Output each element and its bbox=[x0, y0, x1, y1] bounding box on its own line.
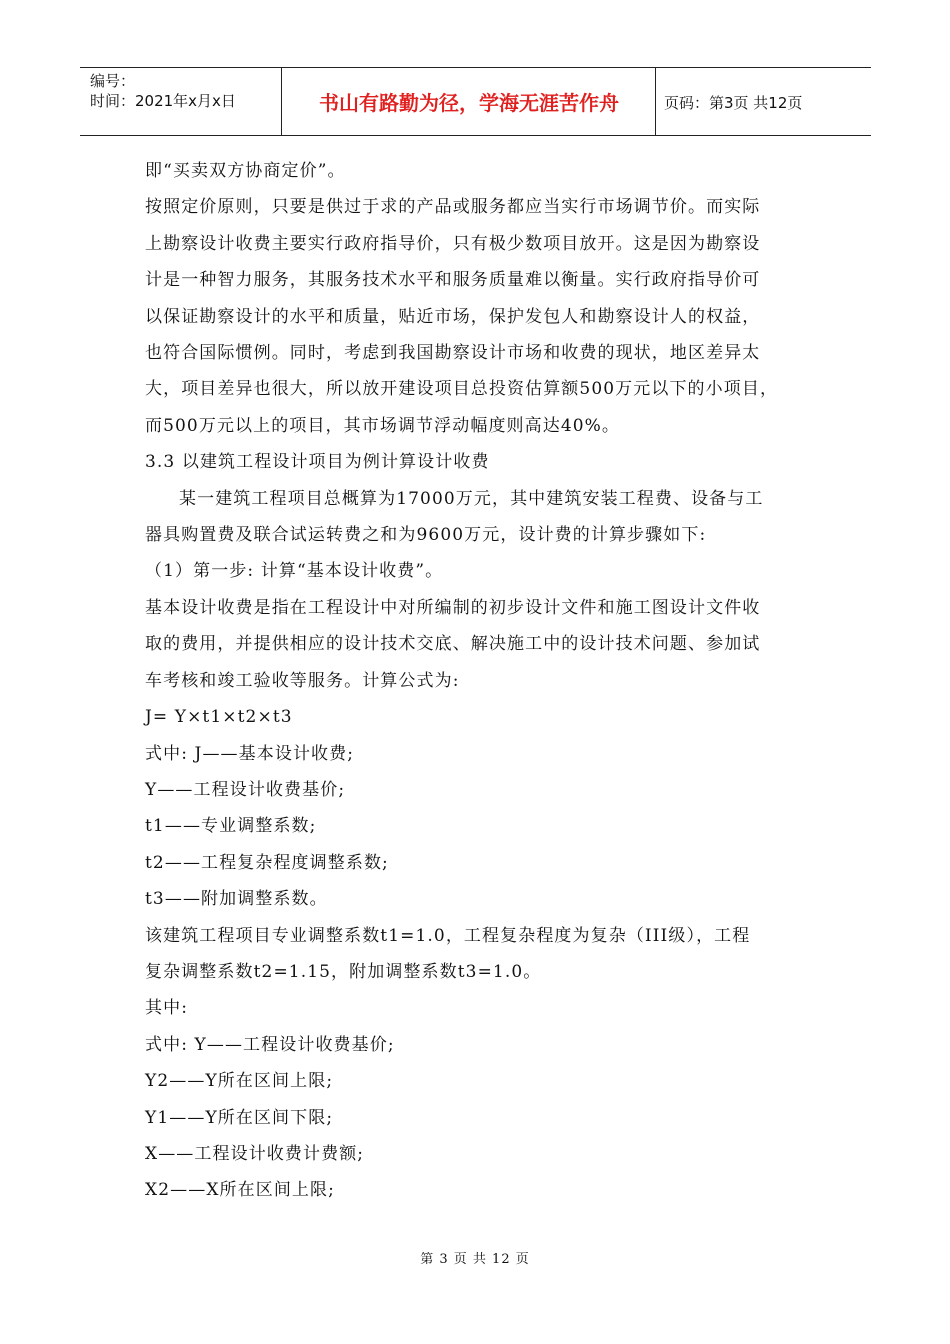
body-line: 车考核和竣工验收等服务。计算公式为: bbox=[145, 670, 460, 691]
header-divider-left bbox=[281, 67, 282, 136]
body-line: （1）第一步: 计算“基本设计收费”。 bbox=[145, 561, 444, 582]
body-line: 大，项目差异也很大，所以放开建设项目总投资估算额500万元以下的小项目， bbox=[145, 379, 779, 400]
body-line: Y1——Y所在区间下限; bbox=[145, 1107, 334, 1128]
body-line: Y2——Y所在区间上限; bbox=[145, 1071, 334, 1092]
body-line: 按照定价原则，只要是供过于求的产品或服务都应当实行市场调节价。而实际 bbox=[145, 197, 761, 218]
body-line: 也符合国际惯例。同时，考虑到我国勘察设计市场和收费的现状，地区差异太 bbox=[145, 343, 761, 364]
document-body bbox=[145, 153, 825, 1209]
page-footer: 第 3 页 共 12 页 bbox=[420, 1252, 530, 1267]
body-line: 计是一种智力服务，其服务技术水平和服务质量难以衡量。实行政府指导价可 bbox=[145, 270, 761, 291]
body-line: J= Y×t1×t2×t3 bbox=[145, 707, 293, 728]
body-line: 复杂调整系数t2=1.15，附加调整系数t3=1.0。 bbox=[145, 961, 542, 982]
body-line: X2——X所在区间上限; bbox=[145, 1180, 335, 1201]
body-line: t2——工程复杂程度调整系数; bbox=[145, 852, 389, 873]
body-line: 式中: Y——工程设计收费基价; bbox=[145, 1034, 395, 1055]
body-line: 其中: bbox=[145, 998, 189, 1019]
body-line: 器具购置费及联合试运转费之和为9600万元，设计费的计算步骤如下: bbox=[145, 525, 707, 546]
body-line: 基本设计收费是指在工程设计中对所编制的初步设计文件和施工图设计文件收 bbox=[145, 597, 761, 618]
header-number-label: 编号： bbox=[90, 72, 136, 90]
body-line: t1——专业调整系数; bbox=[145, 816, 317, 837]
body-line: 以保证勘察设计的水平和质量，贴近市场，保护发包人和勘察设计人的权益， bbox=[145, 306, 761, 327]
header-time-label: 时间：2021年x月x日 bbox=[90, 92, 236, 110]
body-line: 取的费用，并提供相应的设计技术交底、解决施工中的设计技术问题、参加试 bbox=[145, 634, 761, 655]
body-line: 而500万元以上的项目，其市场调节浮动幅度则高达40%。 bbox=[145, 415, 621, 436]
body-line: X——工程设计收费计费额; bbox=[145, 1143, 365, 1164]
header-page-info: 页码：第3页 共12页 bbox=[664, 94, 803, 112]
header-divider-right bbox=[655, 67, 656, 136]
header-motto: 书山有路勤为径，学海无涯苦作舟 bbox=[319, 91, 619, 115]
body-line: 某一建筑工程项目总概算为17000万元，其中建筑安装工程费、设备与工 bbox=[179, 488, 764, 509]
body-line: 3.3 以建筑工程设计项目为例计算设计收费 bbox=[145, 452, 490, 473]
body-line: 即“买卖双方协商定价”。 bbox=[145, 161, 346, 181]
header-meta bbox=[90, 71, 236, 111]
body-line: 上勘察设计收费主要实行政府指导价，只有极少数项目放开。这是因为勘察设 bbox=[145, 233, 761, 254]
body-line: 式中: J——基本设计收费; bbox=[145, 743, 355, 764]
body-line: Y——工程设计收费基价; bbox=[145, 779, 346, 800]
body-line: t3——附加调整系数。 bbox=[145, 889, 328, 910]
body-line: 该建筑工程项目专业调整系数t1=1.0，工程复杂程度为复杂（III级），工程 bbox=[145, 925, 751, 946]
